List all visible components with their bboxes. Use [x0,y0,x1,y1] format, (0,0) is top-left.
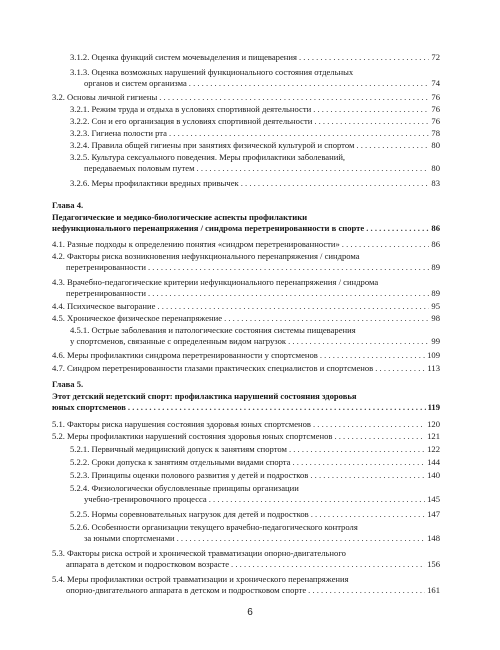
toc-page-number: 89 [431,262,440,272]
toc-entry [70,116,440,127]
toc-entry-title: 4.7. Синдром перетренированности глазами практических специалистов и спортсменов [52,363,374,373]
dot-leader [366,223,429,234]
toc-page-number: 122 [427,444,440,454]
toc-page-number: 148 [427,533,440,543]
toc-entry [52,212,440,234]
toc-entry-title: опорно-двигательного аппарата в детском и подростковом спорте [66,585,307,595]
dot-leader [169,128,429,139]
toc-entry-title: 4.5. Хроническое физическое перенапряжение [52,313,223,323]
dot-leader [288,336,429,347]
dot-leader [197,163,430,174]
toc-entry [70,140,440,151]
toc-entry-title: перетренированности [66,262,146,272]
toc-entry [52,391,440,413]
dot-leader [313,104,429,115]
toc-page-number: 83 [431,178,440,188]
dot-leader [320,350,425,361]
toc-entry-title: 5.2.4. Физиологически обусловленные принципы организации [70,483,299,493]
toc-page-number: 121 [427,431,440,441]
toc-entry-title: 5.2.1. Первичный медицинский допуск к занятиям спортом [70,444,287,454]
dot-leader [159,92,429,103]
toc-entry-title: аппарата в детском и подростковом возрасте [66,559,230,569]
toc-page-number: 76 [431,104,440,114]
toc-page-number: 78 [431,128,440,138]
toc-page-number: 95 [431,301,440,311]
toc-entry [70,444,440,455]
toc-entry [70,152,440,174]
toc-entry [52,574,440,596]
toc-entry-title: за юными спортсменами [84,533,175,543]
toc-entry [52,350,440,361]
dot-leader [224,313,429,324]
toc-entry [52,92,440,103]
toc-entry [52,239,440,250]
toc-entry-title: 3.1.2. Оценка функций систем мочевыделения и пищеварения [70,52,297,62]
toc-page-number: 144 [427,457,440,467]
dot-leader [342,239,430,250]
toc-page-number: 80 [431,163,440,173]
toc-page-number: 147 [427,509,440,519]
toc-page-number: 72 [431,52,440,62]
chapter-label [52,200,440,211]
toc-entry-title: 4.3. Врачебно-педагогические критерии нефункционального перенапряжения / синдрома [52,277,379,287]
toc-entry [52,431,440,442]
toc-page-number: 89 [431,288,440,298]
toc-entry [70,52,440,63]
page-number: 6 [247,607,253,618]
dot-leader [128,402,426,413]
toc-entry-title: 4.5.1. Острые заболевания и патологические состояния системы пищеварения [70,325,356,335]
toc-entry [70,509,440,520]
toc-page-number: 74 [431,78,440,88]
dot-leader [334,431,425,442]
dot-leader [241,178,430,189]
toc-entry-title: 5.2.6. Особенности организации текущего врачебно-педагогического контроля [70,522,358,532]
toc-entry [52,363,440,374]
dot-leader [375,363,425,374]
toc-entry-title: 5.4. Меры профилактики острой травматизации и хронического перенапряжения [52,574,349,584]
dot-leader [356,140,429,151]
toc-entry-title: учебно-тренировочного процесса [84,494,207,504]
dot-leader [177,533,426,544]
toc-entry-title: у спортсменов, связанные с определенным видом нагрузок [70,336,287,346]
dot-leader [209,494,425,505]
toc-entry-title: 3.2.6. Меры профилактики вредных привычек [70,178,239,188]
toc-entry-title: 4.1. Разные подходы к определению понятия «синдром перетренированности» [52,239,340,249]
toc-page-number: 161 [427,585,440,595]
toc-entry [52,277,440,299]
toc-entry-title: Глава 4. [52,200,84,210]
toc-entry [70,128,440,139]
dot-leader [157,301,429,312]
toc-entry-title: 3.2.3. Гигиена полости рта [70,128,167,138]
toc-entry [70,522,440,544]
toc-page-number: 86 [431,223,440,233]
toc-page-number: 76 [431,92,440,102]
toc-entry [52,251,440,273]
toc-entry-title: передаваемых половым путем [84,163,195,173]
dot-leader [299,52,429,63]
toc-entry [52,419,440,430]
toc-page-number: 80 [431,140,440,150]
toc-entry-title: 4.4. Психическое выгорание [52,301,156,311]
toc-entry [52,313,440,324]
toc-entry-title: 4.2. Факторы риска возникновения нефункционального перенапряжения / синдрома [52,251,360,261]
toc-entry-title: юных спортсменов [52,402,126,412]
dot-leader [189,78,430,89]
toc-entry-title: нефункционального перенапряжения / синдрома перетренированности в спорте [52,223,365,233]
toc-entry-title: Этот детский недетский спорт: профилактика нарушений состояния здоровья [52,391,357,401]
toc-entry [52,548,440,570]
dot-leader [289,444,425,455]
toc-entry-title: Педагогические и медико-биологические аспекты профилактики [52,212,308,222]
toc-page-number: 86 [431,239,440,249]
dot-leader [310,470,425,481]
toc-entry-title: 3.2.1. Режим труда и отдыха в условиях спортивной деятельности [70,104,312,114]
toc-entry-title: 3.2.2. Сон и его организация в условиях спортивной деятельности [70,116,313,126]
toc-page-number: 120 [427,419,440,429]
toc-entry-title: 3.2. Основы личной гигиены [52,92,158,102]
toc-entry [52,301,440,312]
dot-leader [231,559,425,570]
toc-page-number: 98 [431,313,440,323]
toc-entry-title: Глава 5. [52,379,84,389]
toc-entry-title: 3.2.5. Культура сексуального поведения. Меры профилактики заболеваний, [70,152,346,162]
dot-leader [292,457,425,468]
dot-leader [311,509,425,520]
toc-entry-title: 5.2.5. Нормы соревновательных нагрузок для детей и подростков [70,509,309,519]
toc-entry [70,104,440,115]
toc-entry-title: перетренированности [66,288,146,298]
toc-entry [70,457,440,468]
toc-entry-title: 5.2.2. Сроки допуска к занятиям отдельными видами спорта [70,457,291,467]
toc-page-number: 156 [427,559,440,569]
toc-entry [70,67,440,89]
dot-leader [313,419,425,430]
toc-page-number: 109 [427,350,440,360]
toc-entry-title: 5.2. Меры профилактики нарушений состояния здоровья юных спортсменов [52,431,333,441]
chapter-label [52,379,440,390]
toc-page-number: 140 [427,470,440,480]
toc-page-number: 113 [427,363,440,373]
dot-leader [308,585,425,596]
toc-page-number: 76 [431,116,440,126]
toc-entry-title: 3.2.4. Правила общей гигиены при занятиях физической культурой и спортом [70,140,355,150]
toc-entry [70,483,440,505]
toc-page-number: 119 [427,402,440,412]
toc-entry [70,470,440,481]
toc-entry-title: 4.6. Меры профилактики синдрома перетренированности у спортсменов [52,350,318,360]
toc-page-number: 99 [431,336,440,346]
toc-entry-title: 3.1.3. Оценка возможных нарушений функционального состояния отдельных [70,67,354,77]
toc-entry [70,325,440,347]
toc-page-number: 145 [427,494,440,504]
toc-entry-title: 5.1. Факторы риска нарушения состояния здоровья юных спортсменов [52,419,311,429]
toc-entry-title: 5.2.3. Принципы оценки полового развития у детей и подростков [70,470,309,480]
dot-leader [314,116,429,127]
toc-entry-title: 5.3. Факторы риска острой и хронической травматизации опорно-двигательного [52,548,346,558]
toc-entry-title: органов и систем организма [84,78,187,88]
toc-entry [70,178,440,189]
dot-leader [148,288,429,299]
dot-leader [148,262,429,273]
